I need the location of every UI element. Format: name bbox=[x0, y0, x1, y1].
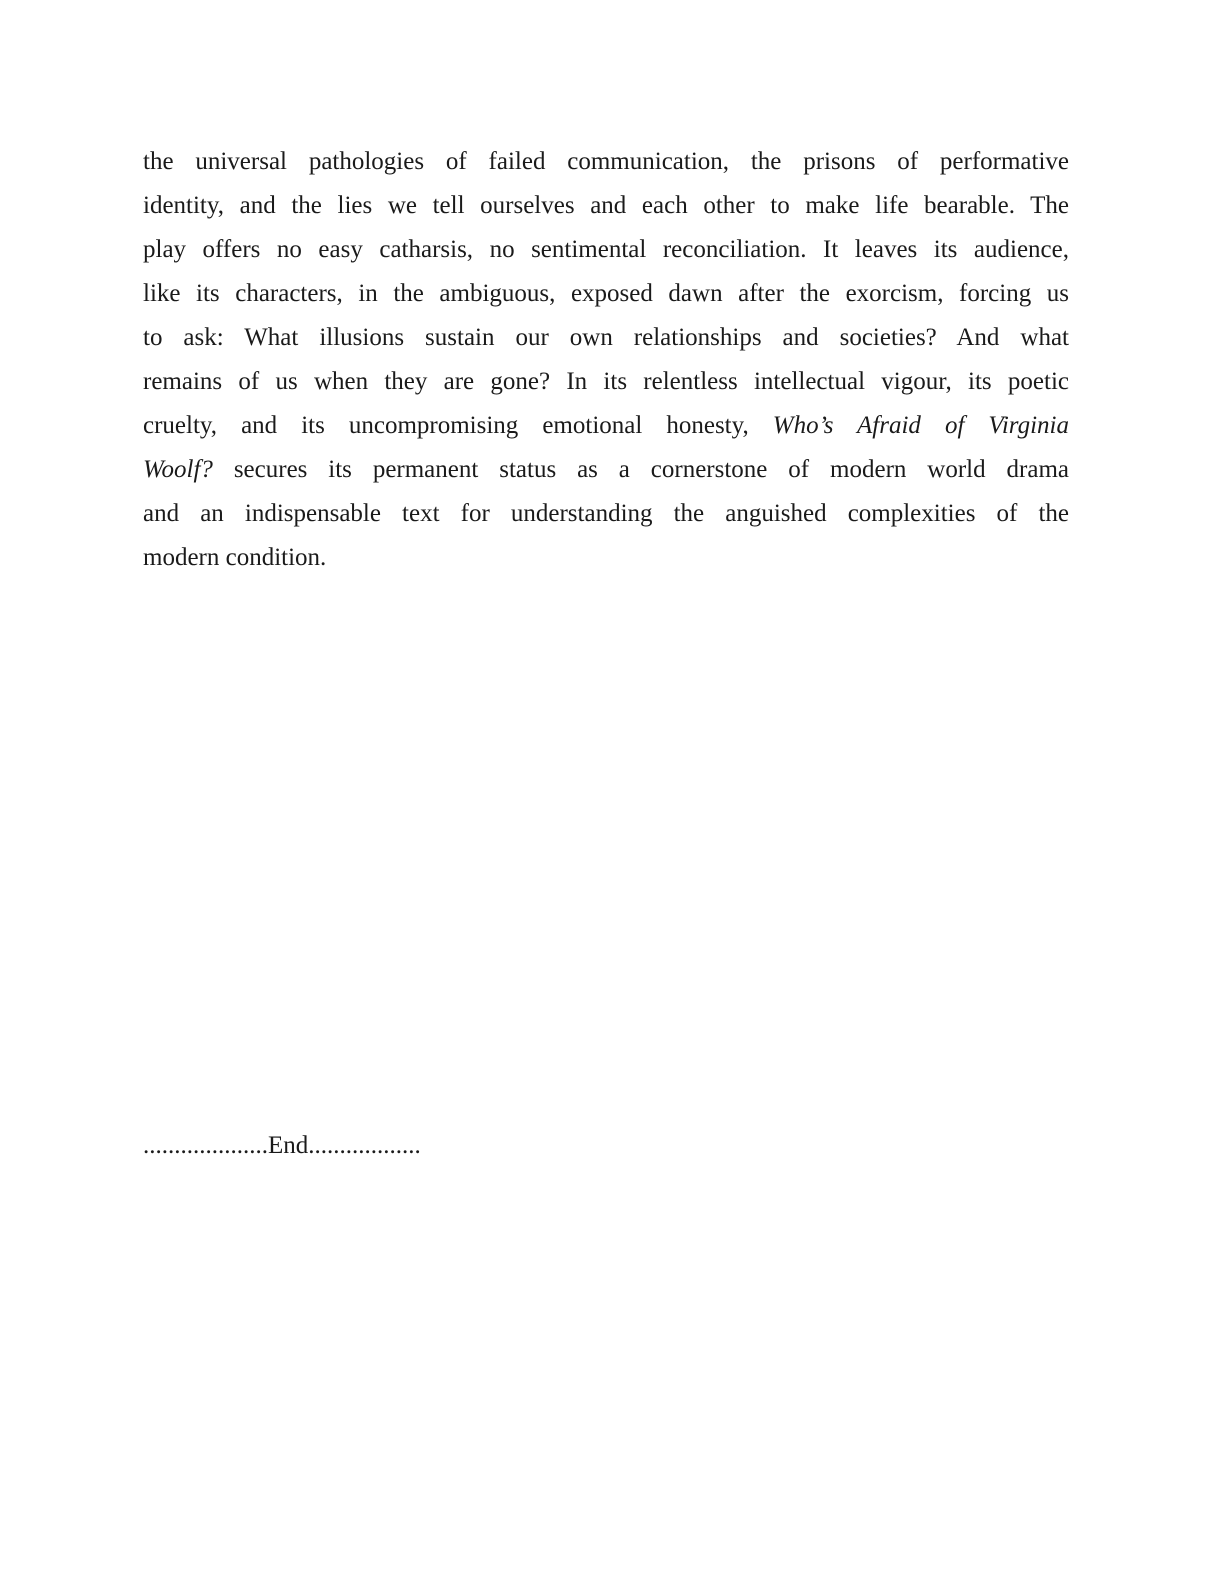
text-line bbox=[143, 140, 1069, 184]
text-segment: to ask: What illusions sustain our own relationships and societies? And what bbox=[143, 324, 1069, 351]
text-segment: like its characters, in the ambiguous, exposed dawn after the exorcism, forcing us bbox=[143, 280, 1069, 307]
text-segment: secures its permanent status as a cornerstone of modern world drama bbox=[212, 456, 1069, 483]
text-line bbox=[143, 184, 1069, 228]
text-segment: play offers no easy catharsis, no sentimental reconciliation. It leaves its audience, bbox=[143, 236, 1069, 263]
text-line bbox=[143, 492, 1069, 536]
text-line bbox=[143, 536, 1069, 580]
text-line bbox=[143, 448, 1069, 492]
italic-title: Who’s Afraid of Virginia bbox=[772, 412, 1069, 439]
end-marker: ....................End.................. bbox=[143, 1132, 421, 1159]
text-segment: remains of us when they are gone? In its relentless intellectual vigour, its poetic bbox=[143, 368, 1069, 395]
text-segment: the universal pathologies of failed communication, the prisons of performative bbox=[143, 148, 1069, 175]
text-line bbox=[143, 360, 1069, 404]
text-line bbox=[143, 272, 1069, 316]
text-line bbox=[143, 404, 1069, 448]
italic-title: Woolf? bbox=[143, 456, 213, 483]
text-segment: cruelty, and its uncompromising emotional honesty, bbox=[143, 412, 773, 439]
body-paragraph bbox=[143, 140, 1069, 580]
text-segment: and an indispensable text for understanding the anguished complexities of the bbox=[143, 500, 1069, 527]
text-line bbox=[143, 228, 1069, 272]
text-line bbox=[143, 316, 1069, 360]
text-segment: identity, and the lies we tell ourselves and each other to make life bearable. The bbox=[143, 192, 1069, 219]
text-segment: modern condition. bbox=[143, 544, 327, 571]
